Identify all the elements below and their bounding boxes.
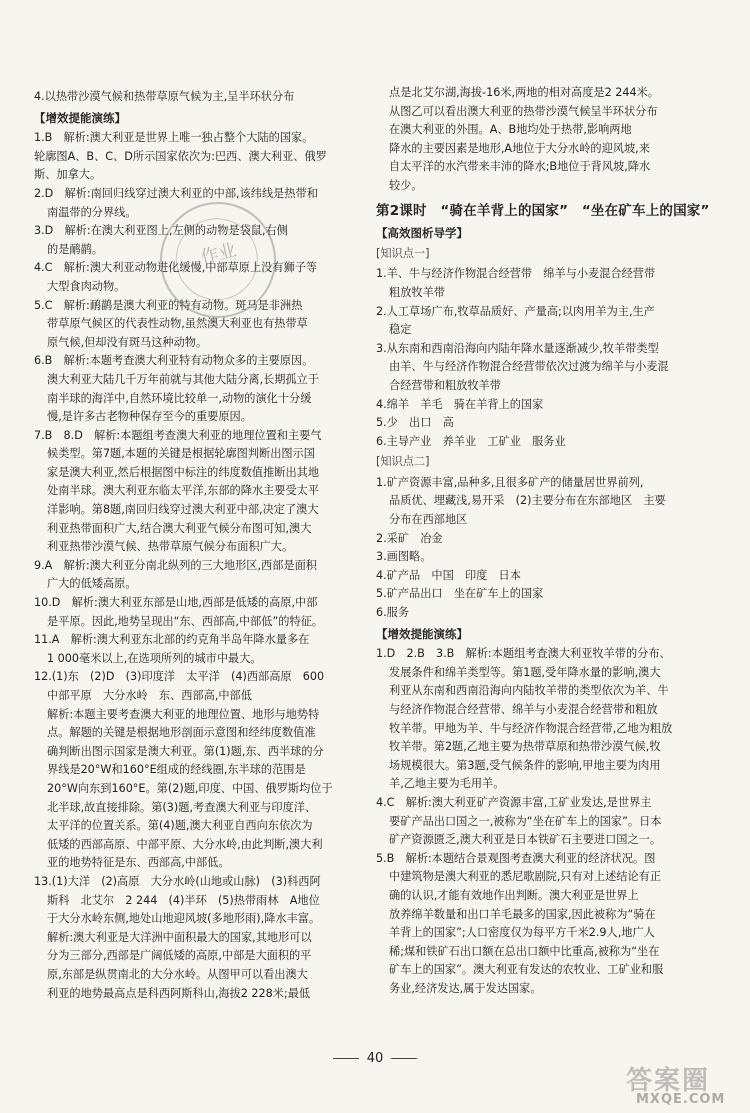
- left-text-line: 解析:本题主要考查澳大利亚的地理位置、地形与地势特: [47, 707, 320, 721]
- right-text-line: 【高效图析导学】: [376, 226, 468, 241]
- page-number: 40: [366, 1051, 384, 1066]
- right-text-line: 粗放牧羊带: [389, 285, 445, 299]
- left-text-line: 轮廓图A、B、C、D所示国家依次为:巴西、澳大利亚、俄罗: [34, 149, 327, 163]
- right-text-line: 牧羊带。第2题,乙地主要为热带草原和热带沙漠气候,牧: [389, 740, 661, 754]
- right-text-line: 要矿产品出口国之一,被称为“坐在矿车上的国家”。日本: [389, 814, 662, 828]
- right-text-line: 稀;煤和铁矿石出口额在总出口额中比重高,被称为“坐在: [389, 944, 660, 958]
- left-text-line: 利亚热带面积广大,结合澳大利亚气候分布图可知,澳大: [47, 521, 312, 535]
- left-text-line: 低矮的西部高原、中部平原、大分水岭,由此判断,澳大利: [47, 837, 323, 851]
- left-text-line: 确判断出图示国家是澳大利亚。第(1)题,东、西半球的分: [47, 744, 324, 758]
- left-text-line: 的是鸸鹋。: [47, 242, 103, 256]
- left-text-line: 南半球的海洋中,自然环境比较单一,动物的演化十分缓: [47, 391, 312, 405]
- left-text-line: 斯、加拿大。: [34, 168, 102, 182]
- right-text-line: 5.矿产品出口 坐在矿车上的国家: [376, 587, 544, 601]
- left-text-line: 中部平原 大分水岭 东、西部高,中部低: [47, 689, 252, 702]
- left-text-line: 3.D 解析:在澳大利亚图上,左侧的动物是袋鼠,右侧: [34, 224, 288, 238]
- left-text-line: 广大的低矮高原。: [47, 577, 137, 591]
- right-text-line: 放养绵羊数量和出口羊毛最多的国家,因此被称为“骑在: [389, 907, 656, 921]
- left-text-line: 【增效提能演练】: [34, 110, 126, 125]
- right-text-line: 2.采矿 冶金: [376, 531, 443, 545]
- right-text-line: 分布在西部地区: [389, 513, 468, 527]
- right-text-line: 3.画图略。: [376, 550, 432, 564]
- right-text-line: 5.B 解析:本题结合景观图考查澳大利亚的经济状况。图: [376, 851, 656, 865]
- left-text-line: 4.以热带沙漠气候和热带草原气候为主,呈半环状分布: [34, 90, 295, 103]
- watermark-logo: [622, 1060, 740, 1108]
- right-text-line: 羊,乙地主要为毛用羊。: [389, 777, 505, 791]
- right-text-line: 羊背上的国家”;人口密度仅为每平方千米2.9人,地广人: [389, 926, 655, 940]
- left-text-line: 10.D 解析:澳大利亚东部是山地,西部是低矮的高原,中部: [34, 596, 318, 610]
- right-text-line: 4.绵羊 羊毛 骑在羊背上的国家: [376, 397, 544, 411]
- left-text-line: 家是澳大利亚,然后根据图中标注的纬度数值推断出其地: [47, 465, 320, 479]
- left-text-line: 洋影响。第8题,南回归线穿过澳大利亚中部,决定了澳大: [47, 503, 319, 517]
- left-text-line: 亚的地势特征是东、西部高,中部低。: [47, 856, 230, 870]
- left-text-line: 利亚的地势最高点是科西阿斯科山,海拔2 228米;最低: [47, 986, 311, 1000]
- right-text-line: 自太平洋的水汽带来丰沛的降水;B地位于背风坡,降水: [389, 160, 651, 174]
- right-text-line: 第2课时 “骑在羊背上的国家” “坐在矿车上的国家”: [376, 202, 710, 219]
- left-text-line: 9.A 解析:澳大利亚分南北纵列的三大地形区,西部是面积: [34, 558, 317, 572]
- left-text-line: 候类型。第7题,本题的关键是根据轮廓图判断出图示国: [47, 447, 315, 461]
- right-text-line: 场规模很大。第3题,受气候条件的影响,甲地主要为肉用: [389, 758, 661, 772]
- left-text-line: 太平洋的位置关系。第(4)题,澳大利亚自西向东依次为: [47, 819, 313, 833]
- left-text-line: 于大分水岭东侧,地处山地迎风坡(多地形雨),降水丰富。: [47, 912, 321, 926]
- watermark-bottom: MXQE.COM: [636, 1092, 726, 1107]
- right-text-line: 4.C 解析:澳大利亚矿产资源丰富,工矿业发达,是世界主: [376, 795, 652, 809]
- right-text-line: 发展条件和绵羊类型等。第1题,受年降水量的影响,澳大: [389, 665, 661, 679]
- right-text-line: 6.服务: [376, 606, 410, 620]
- right-text-line: 较少。: [389, 178, 423, 192]
- left-text-line: 原,东部是纵贯南北的大分水岭。从图甲可以看出澳大: [47, 967, 308, 981]
- right-text-line: 务业,经济发达,属于发达国家。: [389, 981, 542, 995]
- left-text-line: 4.C 解析:澳大利亚动物进化缓慢,中部草原上没有狮子等: [34, 261, 318, 275]
- right-text-line: 牧羊带。甲地为羊、牛与经济作物混合经营带,乙地为粗放: [389, 721, 673, 735]
- right-text-line: 由羊、牛与经济作物混合经营带依次过渡为绵羊与小麦混: [389, 360, 669, 374]
- right-text-line: 6.主导产业 养羊业 工矿业 服务业: [376, 434, 566, 448]
- right-text-line: 从图乙可以看出澳大利亚的热带沙漠气候呈半环状分布: [389, 104, 658, 118]
- footer-rule-left: [333, 1058, 359, 1059]
- left-text-line: 澳大利亚大陆几千万年前就与其他大陆分离,长期孤立于: [47, 372, 320, 386]
- left-text-line: 7.B 8.D 解析:本题组考查澳大利亚的地理位置和主要气: [34, 428, 322, 442]
- left-text-line: 2.D 解析:南回归线穿过澳大利亚的中部,该纬线是热带和: [34, 186, 318, 200]
- right-text-line: 【增效提能演练】: [376, 626, 468, 641]
- right-text-line: 5.少 出口 高: [376, 416, 454, 430]
- right-text-line: 确的认识,才能有效地作出判断。澳大利亚是世界上: [389, 888, 639, 902]
- left-text-line: 慢,是许多古老物种保存至今的重要原因。: [47, 410, 252, 424]
- right-text-line: 4.矿产品 中国 印度 日本: [376, 568, 521, 582]
- watermark-top: 答案圈: [626, 1066, 711, 1096]
- left-text-line: 南温带的分界线。: [47, 205, 137, 219]
- left-text-line: 解析:澳大利亚是大洋洲中面积最大的国家,其地形可以: [47, 930, 312, 944]
- right-column: [376, 84, 712, 999]
- left-text-line: 利亚热带沙漠气候、热带草原气候分布面积广大。: [47, 540, 294, 554]
- right-text-line: 利亚从东南和西南沿海向内陆牧羊带的类型依次为羊、牛: [389, 684, 669, 698]
- right-text-line: 稳定: [389, 323, 412, 337]
- right-text-line: 2.人工草场广布,牧草品质好、产量高;以肉用羊为主,生产: [376, 304, 655, 318]
- left-text-line: 分为三部分,西部是广阔低矮的高原,中部是大面积的平: [47, 949, 312, 963]
- stamp-text: 作业: [198, 239, 239, 269]
- footer-rule-right: [391, 1058, 417, 1059]
- right-text-line: 1.D 2.B 3.B 解析:本题组考查澳大利亚牧羊带的分布、: [376, 647, 671, 661]
- left-text-line: 12.(1)东 (2)D (3)印度洋 太平洋 (4)西部高原 600: [34, 670, 325, 684]
- right-text-line: 中建筑物是澳大利亚的悉尼歌剧院,只有对上述结论有正: [389, 870, 662, 884]
- left-text-line: 带草原气候区的代表性动物,虽然澳大利亚也有热带草: [47, 317, 308, 331]
- right-text-line: 品质优、埋藏浅,易开采 (2)主要分布在东部地区 主要: [389, 494, 666, 508]
- right-text-line: 1.矿产资源丰富,品种多,且很多矿产的储量居世界前列,: [376, 475, 644, 489]
- left-text-line: 5.C 解析:鸸鹋是澳大利亚的特有动物。斑马是非洲热: [34, 298, 303, 312]
- left-text-line: 大型食肉动物。: [47, 279, 126, 293]
- right-text-line: 3.从东南和西南沿海向内陆年降水量逐渐减少,牧羊带类型: [376, 341, 659, 355]
- left-text-line: 1.B 解析:澳大利亚是世界上唯一独占整个大陆的国家。: [34, 131, 314, 145]
- left-text-line: 处南半球。澳大利亚东临太平洋,东部的降水主要受太平: [47, 484, 320, 498]
- left-text-line: 点。解题的关键是根据地形剖面示意图和经纬度数值准: [47, 726, 316, 740]
- left-text-line: 11.A 解析:澳大利亚东北部的约克角半岛年降水量多在: [34, 633, 310, 647]
- right-text-line: 矿产资源匮乏,澳大利亚是日本铁矿石主要进口国之一。: [389, 833, 662, 847]
- right-text-line: 在澳大利亚的外围。A、B地均处于热带,影响两地: [389, 123, 632, 137]
- left-text-line: 北半球,故直接排除。第(3)题,考查澳大利亚与印度洋、: [47, 800, 317, 814]
- right-text-line: [知识点一]: [376, 246, 430, 260]
- right-text-line: 合经营带和粗放牧羊带: [389, 378, 501, 392]
- right-text-line: 点是北艾尔湖,海拔-16米,两地的相对高度是2 244米。: [389, 86, 659, 99]
- right-text-line: 降水的主要因素是地形,A地位于大分水岭的迎风坡,来: [389, 141, 650, 155]
- left-text-line: 13.(1)大洋 (2)高原 大分水岭(山地或山脉) (3)科西阿: [34, 874, 321, 888]
- left-text-line: 原气候,但却没有斑马这种动物。: [47, 335, 208, 349]
- left-text-line: 界线是20°W和160°E组成的经线圈,东半球的范围是: [47, 763, 306, 777]
- left-text-line: 斯科 北艾尔 2 244 (4)半环 (5)热带雨林 A地位: [47, 893, 320, 907]
- right-text-line: 与经济作物混合经营带、绵羊与小麦混合经营带和粗放: [389, 703, 658, 716]
- right-text-line: 矿车上的国家”。澳大利亚有发达的农牧业、工矿业和服: [389, 963, 664, 977]
- right-text-line: [知识点二]: [376, 455, 430, 469]
- right-text-line: 1.羊、牛与经济作物混合经营带 绵羊与小麦混合经营带: [376, 267, 656, 281]
- left-text-line: 是平原。因此,地势呈现出“东、西部高,中部低”的特征。: [47, 614, 324, 628]
- left-text-line: 20°W向东到160°E。第(2)题,印度、中国、俄罗斯均位于: [47, 781, 333, 795]
- left-text-line: 1 000毫米以上,在选项所列的城市中最大。: [47, 651, 262, 665]
- left-text-line: 6.B 解析:本题考查澳大利亚特有动物众多的主要原因。: [34, 354, 314, 368]
